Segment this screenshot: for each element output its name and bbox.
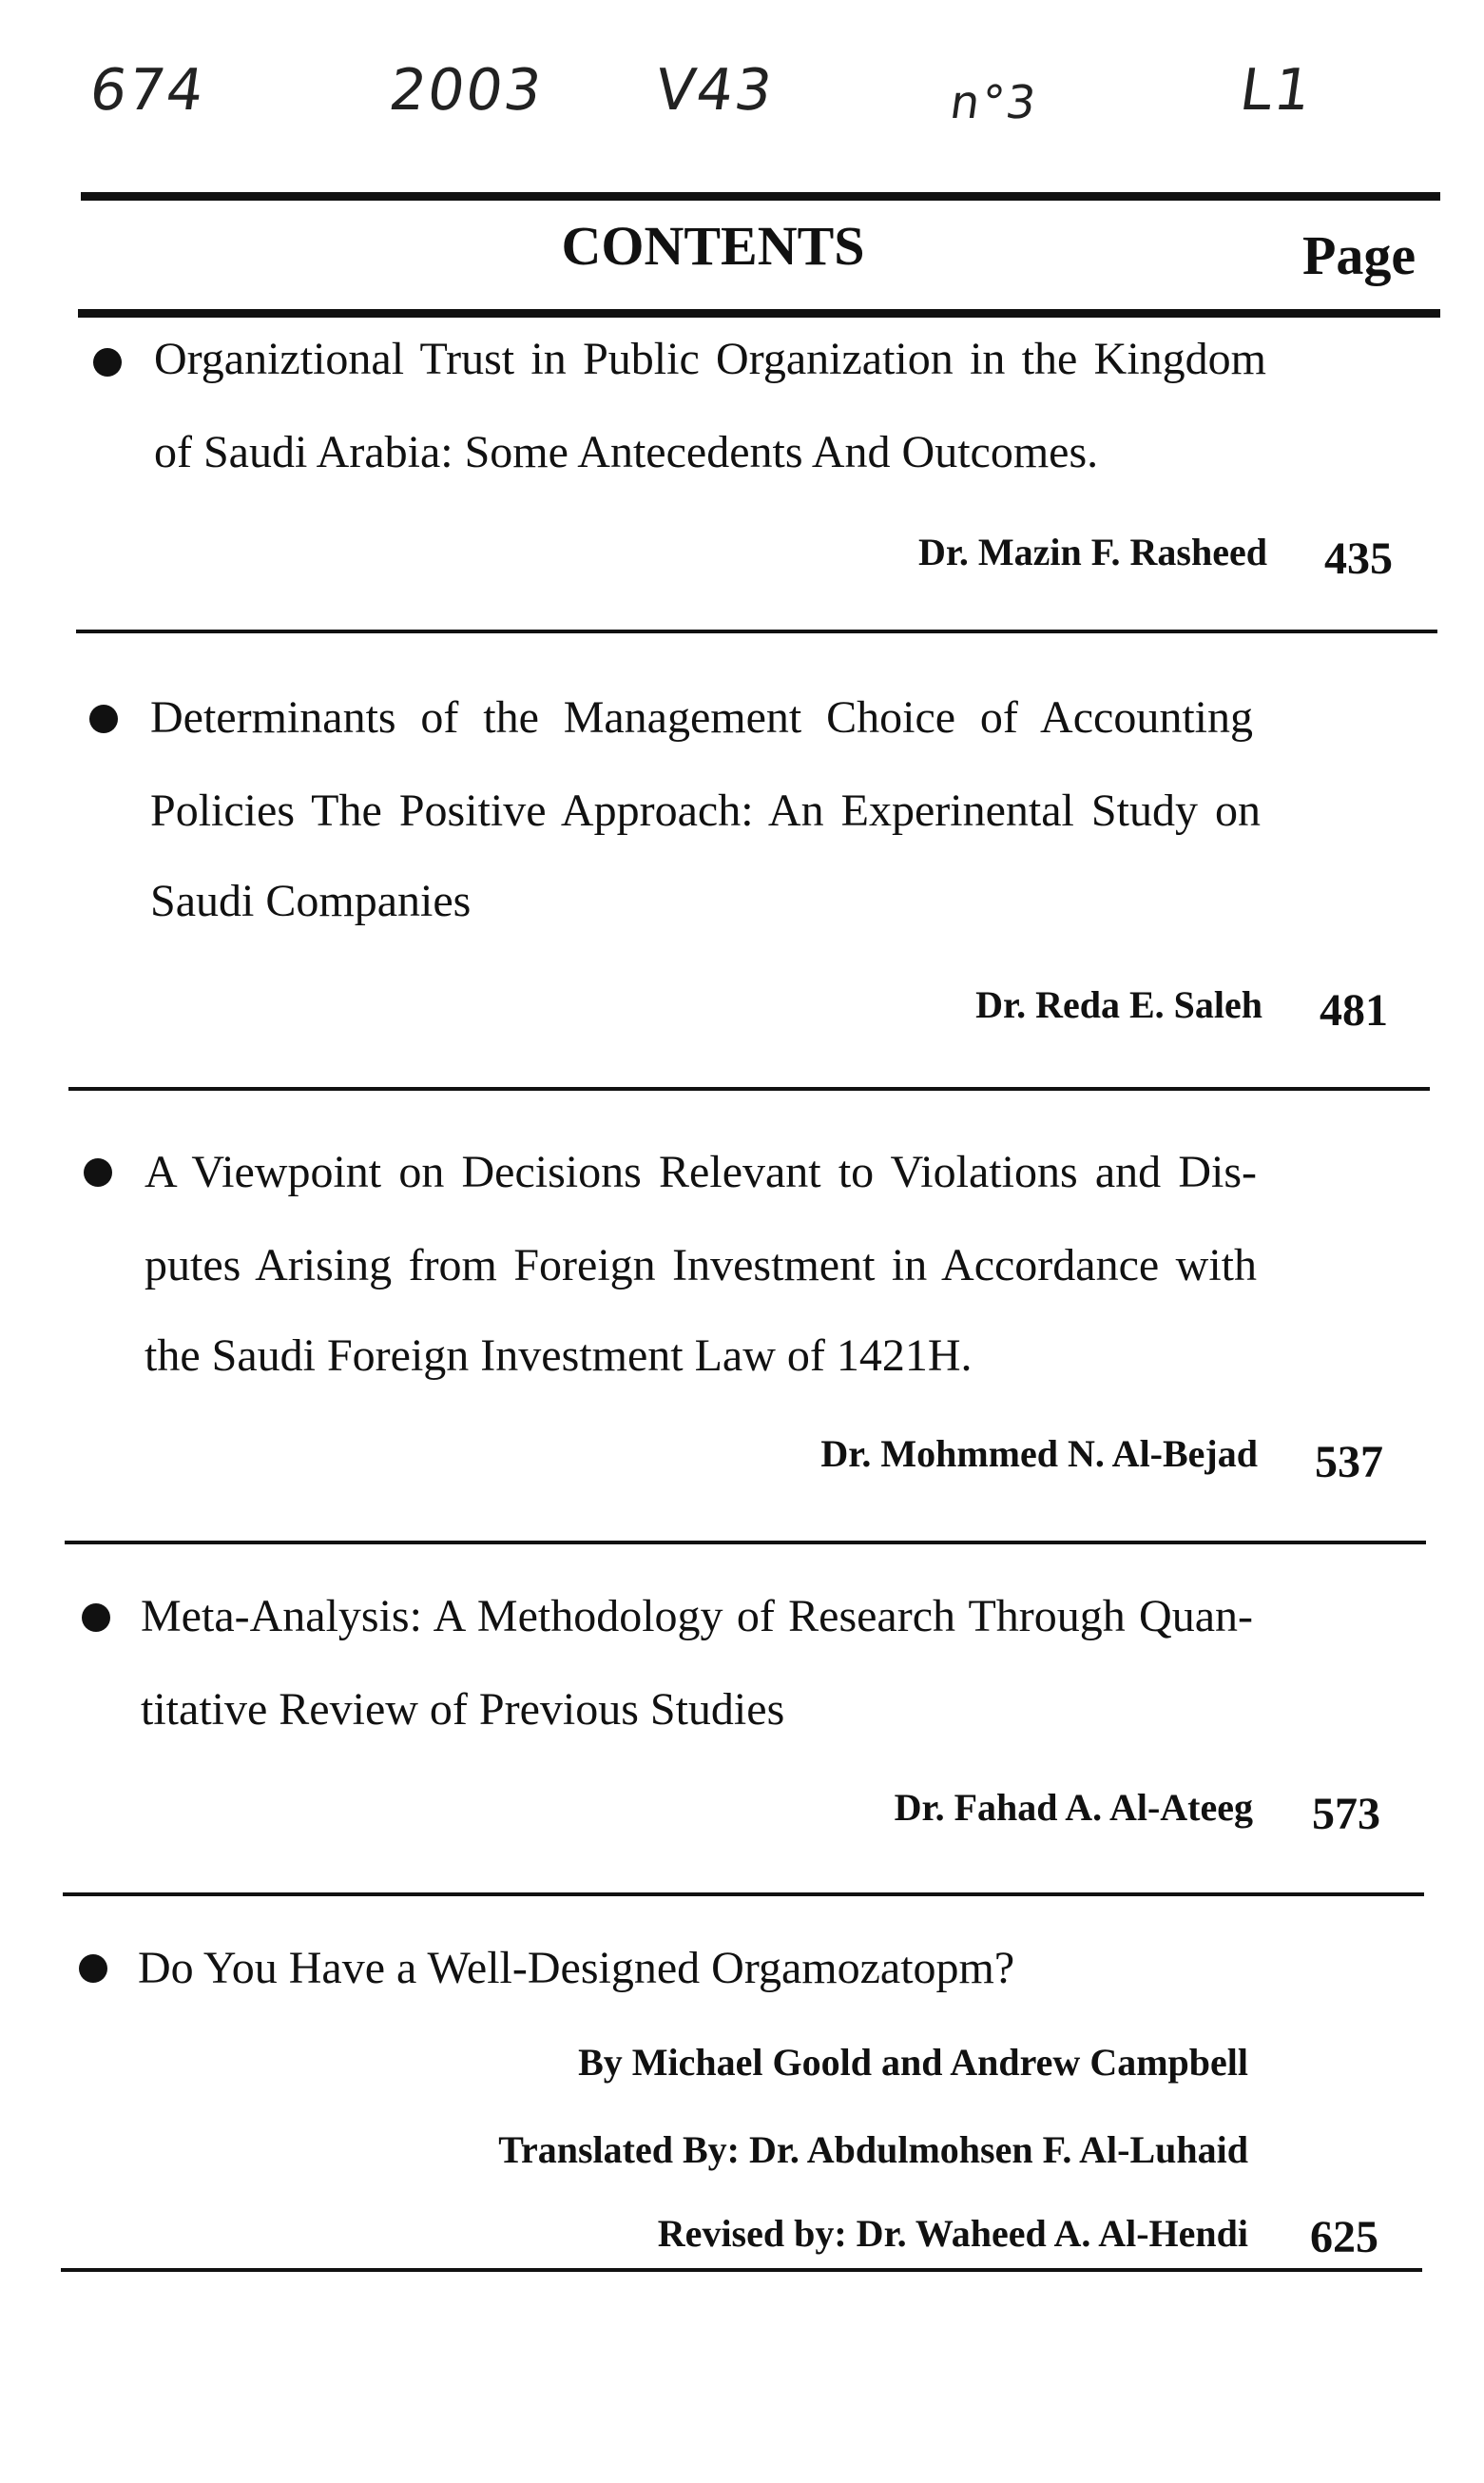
handwritten-note: n°3 bbox=[947, 76, 1041, 129]
handwritten-note: 2003 bbox=[385, 57, 548, 124]
entry-divider bbox=[76, 630, 1437, 633]
entry-author: By Michael Goold and Andrew Campbell bbox=[578, 2041, 1248, 2084]
bullet-icon bbox=[89, 705, 118, 733]
entry-translator: Translated By: Dr. Abdulmohsen F. Al-Luhaid bbox=[498, 2128, 1248, 2171]
heading-rule bbox=[78, 309, 1440, 318]
entry-page-number: 435 bbox=[1324, 533, 1393, 584]
bullet-icon bbox=[82, 1603, 110, 1632]
entry-title-line: Organiztional Trust in Public Organization in the Kingdom bbox=[154, 334, 1266, 384]
entry-author: Dr. Fahad A. Al-Ateeg bbox=[894, 1786, 1253, 1829]
entry-title-line: Meta-Analysis: A Methodology of Research Through Quan- bbox=[141, 1591, 1253, 1641]
entry-title-line: the Saudi Foreign Investment Law of 1421H. bbox=[145, 1330, 973, 1381]
handwritten-note: 674 bbox=[86, 57, 210, 124]
entry-author: Dr. Mohmmed N. Al-Bejad bbox=[820, 1432, 1258, 1475]
handwritten-note: L1 bbox=[1236, 57, 1318, 124]
entry-page-number: 625 bbox=[1310, 2212, 1378, 2262]
bottom-rule bbox=[61, 2268, 1422, 2272]
entry-reviser: Revised by: Dr. Waheed A. Al-Hendi bbox=[657, 2212, 1248, 2255]
entry-title-line: Do You Have a Well-Designed Orgamozatopm? bbox=[138, 1943, 1015, 1993]
bullet-icon bbox=[93, 348, 122, 377]
entry-divider bbox=[63, 1892, 1424, 1896]
entry-divider bbox=[68, 1087, 1430, 1091]
entry-author: Dr. Reda E. Saleh bbox=[975, 983, 1262, 1026]
entry-title-line: A Viewpoint on Decisions Relevant to Violations and Dis- bbox=[145, 1147, 1257, 1197]
entry-page-number: 537 bbox=[1315, 1437, 1383, 1487]
contents-heading: CONTENTS bbox=[561, 215, 865, 277]
entry-title-line: putes Arising from Foreign Investment in Accordance with bbox=[145, 1240, 1257, 1290]
top-rule bbox=[81, 192, 1440, 201]
entry-title-line: titative Review of Previous Studies bbox=[141, 1684, 785, 1735]
bullet-icon bbox=[84, 1158, 112, 1187]
entry-page-number: 573 bbox=[1312, 1789, 1380, 1839]
entry-title-line: of Saudi Arabia: Some Antecedents And Outcomes. bbox=[154, 427, 1099, 477]
handwritten-note: V43 bbox=[651, 57, 779, 124]
entry-author: Dr. Mazin F. Rasheed bbox=[917, 531, 1267, 573]
bullet-icon bbox=[79, 1954, 107, 1983]
entry-title-line: Saudi Companies bbox=[150, 876, 472, 926]
entry-divider bbox=[65, 1541, 1426, 1544]
entry-title-line: Policies The Positive Approach: An Experinental Study on bbox=[150, 786, 1261, 836]
page-column-heading: Page bbox=[1302, 224, 1417, 286]
entry-title-line: Determinants of the Management Choice of Accounting bbox=[150, 692, 1253, 743]
entry-page-number: 481 bbox=[1320, 985, 1388, 1036]
